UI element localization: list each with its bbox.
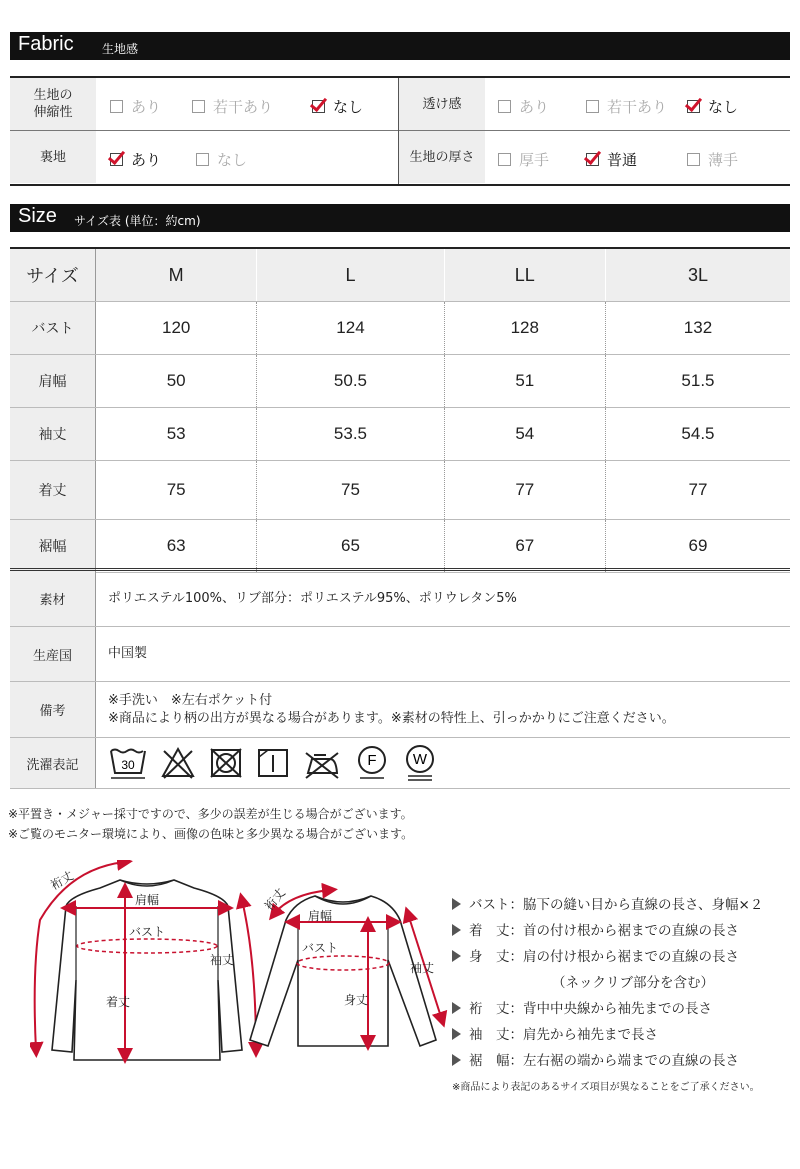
lining-option-yes: あり <box>110 149 161 170</box>
thick-option-thick: 厚手 <box>498 149 549 170</box>
legend-footnote: ※商品により表記のあるサイズ項目が異なることをご了承ください。 <box>452 1082 760 1093</box>
lining-label: 裏地 <box>10 131 96 183</box>
dry-clean-f-icon <box>354 744 390 782</box>
notes-line-1: ※手洗い ※左右ポケット付 <box>108 692 273 708</box>
size-section-header <box>10 204 790 232</box>
table-row: 裾幅 63 65 67 69 <box>10 520 790 573</box>
table-row: 袖丈 53 53.5 54 54.5 <box>10 408 790 461</box>
check-icon <box>110 153 123 166</box>
measurement-diagram <box>30 860 450 1080</box>
sheer-option-none: なし <box>687 96 738 117</box>
svg-text:W: W <box>412 751 428 768</box>
fabric-title-jp: 生地感 <box>102 42 139 56</box>
sheer-option-yes: あり <box>498 96 549 117</box>
measurement-legend <box>452 892 763 1074</box>
material-value: ポリエステル100%、リブ部分：ポリエステル95%、ポリウレタン5% <box>108 590 517 606</box>
legend-item: 身 丈：肩の付け根から裾までの直線の長さ <box>452 944 763 970</box>
legend-item: バスト：脇下の縫い目から直線の長さ、身幅×２ <box>452 892 763 918</box>
svg-text:袖丈: 袖丈 <box>209 953 235 967</box>
svg-text:肩幅: 肩幅 <box>134 893 160 907</box>
wash-30-icon <box>108 745 148 781</box>
disclaimers: ※平置き・メジャー採寸ですので、多少の誤差が生じる場合がございます。 ※ご覧のモニター環境により、画像の色味と多少異なる場合がございます。 <box>8 807 414 841</box>
info-table <box>10 568 790 789</box>
no-tumble-dry-icon <box>208 745 244 781</box>
table-row: バスト 120 124 128 132 <box>10 302 790 355</box>
triangle-icon <box>452 924 461 936</box>
sweater-diagram <box>250 885 442 1046</box>
legend-item: 着 丈：首の付け根から裾までの直線の長さ <box>452 918 763 944</box>
check-icon <box>312 100 325 113</box>
fabric-title-en: Fabric <box>18 33 74 55</box>
legend-item: 裾 幅：左右裾の端から端までの直線の長さ <box>452 1048 763 1074</box>
svg-text:バスト: バスト <box>128 925 166 939</box>
triangle-icon <box>452 1002 461 1014</box>
check-icon <box>687 100 700 113</box>
origin-value: 中国製 <box>108 646 148 661</box>
thick-option-thin: 薄手 <box>687 149 738 170</box>
wash-row: 洗濯表記 30 F W <box>10 738 790 789</box>
material-row: 素材 ポリエステル100%、リブ部分：ポリエステル95%、ポリウレタン5% <box>10 571 790 627</box>
svg-text:肩幅: 肩幅 <box>307 909 333 923</box>
stretch-option-slight: 若干あり <box>192 96 273 117</box>
lining-option-no: なし <box>196 149 247 170</box>
check-icon <box>586 153 599 166</box>
no-iron-icon <box>302 745 342 781</box>
thick-option-normal: 普通 <box>586 149 637 170</box>
table-row: 着丈 75 75 77 77 <box>10 461 790 520</box>
jacket-diagram <box>35 862 256 1060</box>
no-bleach-icon <box>160 745 196 781</box>
triangle-icon <box>452 1028 461 1040</box>
stretch-option-yes: あり <box>110 96 161 117</box>
notes-line-2: ※商品により柄の出方が異なる場合があります。※素材の特性上、引っかかりにご注意ください。 <box>108 710 675 726</box>
size-title-jp: サイズ表 (単位：約cm) <box>74 214 201 228</box>
stretch-option-none: なし <box>312 96 363 117</box>
notes-row: 備考 ※手洗い ※左右ポケット付 ※商品により柄の出方が異なる場合があります。※素材の特性上、引っかかりにご注意ください。 <box>10 682 790 738</box>
svg-text:裄丈: 裄丈 <box>48 868 76 893</box>
svg-text:身丈: 身丈 <box>343 993 369 1007</box>
legend-item: 袖 丈：肩先から袖先まで長さ <box>452 1022 763 1048</box>
svg-text:袖丈: 袖丈 <box>409 961 435 975</box>
svg-text:着丈: 着丈 <box>105 995 131 1009</box>
size-header-row: サイズ M L LL 3L <box>10 249 790 302</box>
sheer-option-slight: 若干あり <box>586 96 667 117</box>
sheerness-label: 透け感 <box>399 78 485 130</box>
svg-text:F: F <box>367 752 377 769</box>
triangle-icon <box>452 950 461 962</box>
svg-text:裄丈: 裄丈 <box>261 885 289 914</box>
legend-item: （ネックリブ部分を含む） <box>552 975 714 991</box>
svg-text:バスト: バスト <box>301 941 339 955</box>
thickness-label: 生地の厚さ <box>399 131 485 183</box>
triangle-icon <box>452 898 461 910</box>
line-dry-icon <box>256 745 290 781</box>
svg-text:30: 30 <box>121 758 135 772</box>
fabric-table <box>10 76 790 186</box>
wet-clean-w-icon <box>402 743 438 783</box>
triangle-icon <box>452 1054 461 1066</box>
size-title-en: Size <box>18 205 57 227</box>
fabric-section-header <box>10 32 790 60</box>
origin-row: 生産国 中国製 <box>10 627 790 682</box>
table-row: 肩幅 50 50.5 51 51.5 <box>10 355 790 408</box>
size-table <box>10 247 790 573</box>
legend-item: 裄 丈：背中中央線から袖先までの長さ <box>452 996 763 1022</box>
stretch-label: 生地の 伸縮性 <box>10 78 96 130</box>
